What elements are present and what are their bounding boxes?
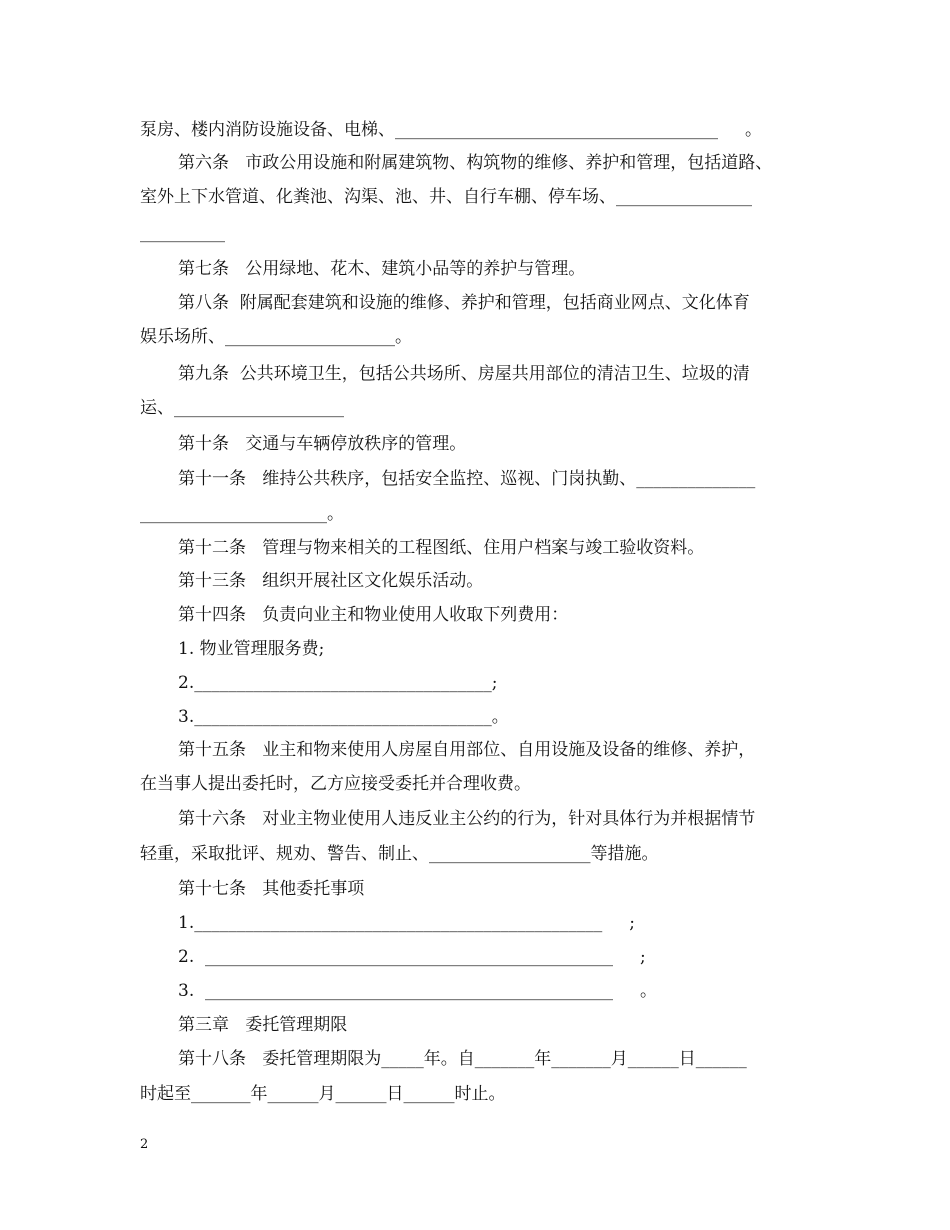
article-18: 第十八条 委托管理期限为_____年。自_______年_______月______日______	[178, 1049, 747, 1069]
fee-item-2: 2.___________________________________;	[178, 673, 498, 693]
article-12: 第十二条 管理与物来相关的工程图纸、住用户档案与竣工验收资料。	[178, 538, 705, 558]
text-line: 娱乐场所、____________________。	[140, 327, 412, 347]
text-line: 运、____________________	[140, 398, 344, 418]
text-line: 室外上下水管道、化粪池、沟渠、池、井、自行车棚、停车场、________________	[140, 187, 752, 207]
article-7: 第七条 公用绿地、花木、建筑小品等的养护与管理。	[178, 259, 586, 279]
other-item-3: 3. ________________________________________________ 。	[178, 981, 658, 1001]
article-11: 第十一条 维持公共秩序，包括安全监控、巡视、门岗执勤、______________	[178, 469, 756, 489]
fee-item-3: 3.___________________________________。	[178, 707, 509, 727]
article-15: 第十五条 业主和物来使用人房屋自用部位、自用设施及设备的维修、养护，	[178, 740, 756, 760]
article-16: 第十六条 对业主物业使用人违反业主公约的行为，针对具体行为并根据情节	[178, 809, 756, 829]
other-item-2: 2. ________________________________________________ ;	[178, 947, 646, 967]
article-14: 第十四条 负责向业主和物业使用人收取下列费用：	[178, 605, 569, 625]
article-10: 第十条 交通与车辆停放秩序的管理。	[178, 434, 467, 454]
article-13: 第十三条 组织开展社区文化娱乐活动。	[178, 571, 484, 591]
fee-item-1: 1. 物业管理服务费;	[178, 639, 325, 659]
text-line: ______________________。	[140, 504, 344, 524]
chapter-3-heading: 第三章 委托管理期限	[178, 1015, 348, 1035]
article-17: 第十七条 其他委托事项	[178, 879, 365, 899]
other-item-1: 1.________________________________________________ ;	[178, 913, 635, 933]
text-line: __________	[140, 223, 225, 243]
text-line: 泵房、楼内消防设施设备、电梯、______________________________________ 。	[140, 120, 763, 140]
page-number: 2	[140, 1137, 149, 1152]
text-line: 在当事人提出委托时，乙方应接受委托并合理收费。	[140, 774, 531, 794]
text-line: 轻重，采取批评、规劝、警告、制止、___________________等措施。	[140, 844, 659, 864]
article-9: 第九条 公共环境卫生，包括公共场所、房屋共用部位的清洁卫生、垃圾的清	[178, 364, 750, 384]
article-6: 第六条 市政公用设施和附属建筑物、构筑物的维修、养护和管理，包括道路、	[178, 153, 773, 173]
article-8: 第八条 附属配套建筑和设施的维修、养护和管理，包括商业网点、文化体育	[178, 293, 750, 313]
text-line: 时起至_______年______月______日______时止。	[140, 1084, 506, 1104]
